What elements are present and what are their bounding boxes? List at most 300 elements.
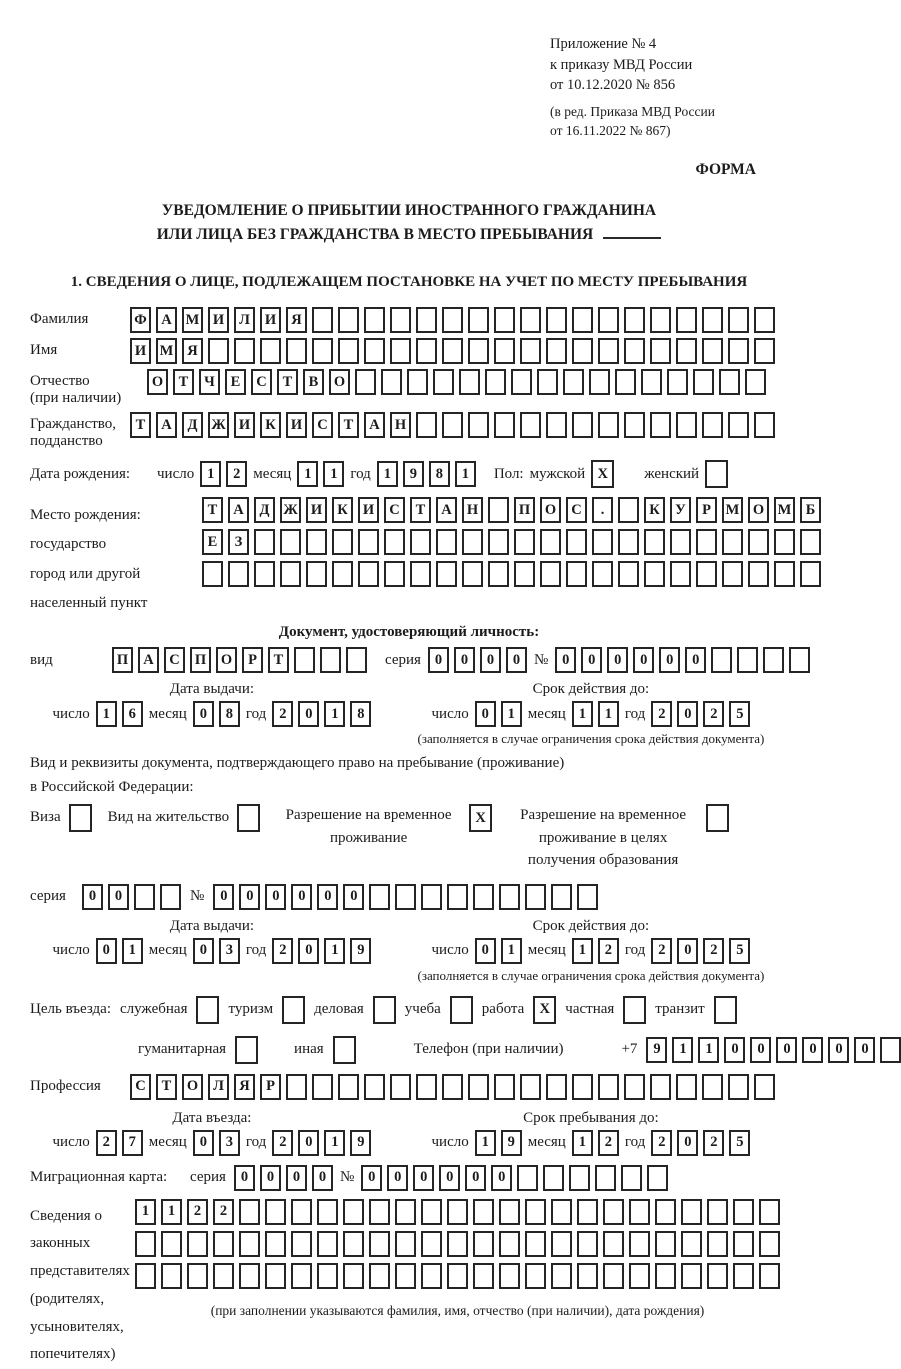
- form-cell: [410, 561, 431, 587]
- form-cell: [320, 647, 341, 673]
- form-cell: 2: [187, 1199, 208, 1225]
- field-birthdate-sex: [30, 460, 788, 488]
- form-cell: [421, 1199, 442, 1225]
- form-cell: [161, 1263, 182, 1289]
- form-cell: [355, 369, 376, 395]
- form-cell: И: [208, 307, 229, 333]
- form-cell: [650, 412, 671, 438]
- birthplace-cells-row1: [202, 497, 821, 523]
- form-cell: [566, 529, 587, 555]
- form-cell: [650, 307, 671, 333]
- form-cell: 1: [324, 1130, 345, 1156]
- profession-cells: [130, 1074, 775, 1100]
- form-cell: Д: [254, 497, 275, 523]
- permit-valid-year-cells: [651, 938, 750, 964]
- form-cell: [563, 369, 584, 395]
- form-cell: [291, 1199, 312, 1225]
- form-cell: 0: [555, 647, 576, 673]
- form-cell: X: [591, 460, 614, 488]
- purpose-tourism-checkbox: [282, 996, 305, 1024]
- form-cell: [577, 1231, 598, 1257]
- form-cell: [525, 884, 546, 910]
- permit-intro-line2: в Российской Федерации:: [30, 779, 194, 796]
- form-cell: 0: [854, 1037, 875, 1063]
- form-cell: 1: [96, 701, 117, 727]
- form-cell: Т: [173, 369, 194, 395]
- name-label: Имя: [30, 342, 58, 359]
- form-cell: [282, 996, 305, 1024]
- form-cell: [800, 529, 821, 555]
- doc-valid-month-cells: [572, 701, 619, 727]
- form-cell: З: [228, 529, 249, 555]
- form-cell: О: [182, 1074, 203, 1100]
- migcard-series-cells: [234, 1165, 333, 1191]
- form-cell: [69, 804, 92, 832]
- form-cell: [705, 460, 728, 488]
- form-cell: [254, 529, 275, 555]
- form-cell: 1: [572, 1130, 593, 1156]
- form-cell: [540, 529, 561, 555]
- form-cell: [706, 804, 729, 832]
- form-cell: 0: [454, 647, 475, 673]
- birth-month-cells: [297, 461, 344, 487]
- form-cell: Ч: [199, 369, 220, 395]
- form-cell: [774, 561, 795, 587]
- form-cell: [520, 412, 541, 438]
- form-cell: 2: [272, 1130, 293, 1156]
- doc-valid-day-cells: [475, 701, 522, 727]
- phone-prefix: +7: [621, 1041, 638, 1058]
- form-cell: [494, 307, 515, 333]
- migration-card-row: [30, 1165, 788, 1191]
- form-cell: [800, 561, 821, 587]
- annex-line: от 10.12.2020 № 856: [550, 77, 676, 94]
- form-cell: [598, 1074, 619, 1100]
- form-cell: [213, 1263, 234, 1289]
- doc-series-cells: [428, 647, 527, 673]
- residence-permit-checkbox: [237, 804, 260, 832]
- form-cell: Я: [286, 307, 307, 333]
- form-cell: У: [670, 497, 691, 523]
- form-cell: [754, 307, 775, 333]
- form-cell: 0: [480, 647, 501, 673]
- form-cell: [473, 1231, 494, 1257]
- stay-month-cells: [572, 1130, 619, 1156]
- form-cell: [603, 1199, 624, 1225]
- form-cell: [208, 338, 229, 364]
- form-cell: [774, 529, 795, 555]
- migration-card-label: Миграционная карта:: [30, 1169, 168, 1186]
- form-cell: [670, 529, 691, 555]
- form-cell: [592, 561, 613, 587]
- form-cell: С: [384, 497, 405, 523]
- form-cell: С: [312, 412, 333, 438]
- form-cell: [598, 307, 619, 333]
- form-cell: [537, 369, 558, 395]
- form-cell: 0: [607, 647, 628, 673]
- permit-issue-heading: Дата выдачи:: [169, 917, 255, 934]
- form-cell: [390, 338, 411, 364]
- form-cell: [722, 561, 743, 587]
- form-cell: 2: [598, 938, 619, 964]
- form-cell: Я: [182, 338, 203, 364]
- form-cell: 2: [226, 461, 247, 487]
- form-title: [30, 199, 788, 249]
- purpose-business-checkbox: [196, 996, 219, 1024]
- surname-label: Фамилия: [30, 311, 89, 328]
- form-cell: А: [436, 497, 457, 523]
- form-cell: 0: [677, 701, 698, 727]
- identity-doc-dates: Дата выдачи: число 1 6 месяц 0 8 год 2 0 1 8 Срок действия до: число 0 1 месяц 1 1 год 2 0 2 5 (заполняется в случае ограничения срока действия документа): [52, 681, 765, 747]
- form-cell: [748, 561, 769, 587]
- form-cell: 1: [501, 701, 522, 727]
- form-cell: [291, 1231, 312, 1257]
- form-cell: 1: [475, 1130, 496, 1156]
- doc-issue-year-cells: [272, 701, 371, 727]
- form-cell: [364, 307, 385, 333]
- form-cell: [436, 561, 457, 587]
- form-cell: [254, 561, 275, 587]
- form-cell: [629, 1263, 650, 1289]
- section1-body: [30, 307, 869, 1369]
- form-cell: [598, 412, 619, 438]
- form-cell: 0: [82, 884, 103, 910]
- form-cell: [421, 1231, 442, 1257]
- form-cell: [468, 338, 489, 364]
- doc-type-cells: [112, 647, 367, 673]
- form-cell: 9: [350, 938, 371, 964]
- form-cell: [442, 412, 463, 438]
- form-cell: 0: [193, 1130, 214, 1156]
- form-cell: 2: [213, 1199, 234, 1225]
- form-cell: [655, 1263, 676, 1289]
- form-cell: [488, 529, 509, 555]
- form-cell: [343, 1263, 364, 1289]
- migcard-number-label: №: [339, 1169, 355, 1186]
- form-cell: [390, 1074, 411, 1100]
- entry-month-cells: [193, 1130, 240, 1156]
- sex-label: Пол:: [493, 465, 524, 482]
- form-cell: 2: [272, 938, 293, 964]
- form-cell: [603, 1263, 624, 1289]
- visa-checkbox: [69, 804, 92, 832]
- form-cell: [390, 307, 411, 333]
- form-title-line2: ИЛИ ЛИЦА БЕЗ ГРАЖДАНСТВА В МЕСТО ПРЕБЫВАНИЯ: [30, 223, 788, 248]
- form-cell: [306, 561, 327, 587]
- permit-intro-line1: Вид и реквизиты документа, подтверждающего право на пребывание (проживание): [30, 755, 565, 772]
- permit-limit-note: (заполняется в случае ограничения срока действия документа): [417, 967, 765, 983]
- form-cell: [644, 561, 665, 587]
- form-cell: [338, 338, 359, 364]
- representatives-block: [30, 1199, 788, 1369]
- name-cells: [130, 338, 775, 364]
- form-cell: [160, 884, 181, 910]
- form-cell: [485, 369, 506, 395]
- form-cell: [468, 1074, 489, 1100]
- form-cell: [358, 529, 379, 555]
- form-cell: Л: [208, 1074, 229, 1100]
- form-cell: Р: [242, 647, 263, 673]
- migcard-series-label: серия: [190, 1169, 226, 1186]
- form-cell: [343, 1199, 364, 1225]
- form-cell: И: [260, 307, 281, 333]
- form-cell: [338, 1074, 359, 1100]
- form-cell: Д: [182, 412, 203, 438]
- form-cell: [650, 1074, 671, 1100]
- form-cell: 0: [96, 938, 117, 964]
- form-cell: О: [748, 497, 769, 523]
- form-cell: [733, 1263, 754, 1289]
- permit-dates: Дата выдачи: число 0 1 месяц 0 3 год 2 0 1 9 Срок действия до: число 0 1 месяц 1 2 год 2 0 2 5 (заполняется в случае ограничения срока действия документа): [52, 917, 765, 983]
- form-cell: .: [592, 497, 613, 523]
- permit-option-temporary: Разрешение на временное проживание X: [276, 804, 492, 849]
- form-cell: П: [112, 647, 133, 673]
- form-cell: 1: [672, 1037, 693, 1063]
- form-cell: 0: [776, 1037, 797, 1063]
- form-cell: [655, 1199, 676, 1225]
- form-cell: 0: [465, 1165, 486, 1191]
- representatives-cells-row2: [135, 1231, 780, 1257]
- form-cell: [763, 647, 784, 673]
- form-cell: О: [540, 497, 561, 523]
- birth-year-cells: [377, 461, 476, 487]
- form-cell: [681, 1263, 702, 1289]
- form-cell: [569, 1165, 590, 1191]
- form-cell: [598, 338, 619, 364]
- purpose-transit-checkbox: [714, 996, 737, 1024]
- form-cell: [447, 1199, 468, 1225]
- form-cell: [473, 884, 494, 910]
- form-cell: Ж: [208, 412, 229, 438]
- form-cell: 0: [439, 1165, 460, 1191]
- form-cell: 0: [361, 1165, 382, 1191]
- form-cell: [644, 529, 665, 555]
- form-cell: [615, 369, 636, 395]
- year-label: год: [350, 465, 371, 482]
- form-cell: [237, 804, 260, 832]
- representatives-cells-row1: [135, 1199, 780, 1225]
- form-cell: [358, 561, 379, 587]
- form-cell: 1: [200, 461, 221, 487]
- form-cell: Н: [462, 497, 483, 523]
- form-title-line1: УВЕДОМЛЕНИЕ О ПРИБЫТИИ ИНОСТРАННОГО ГРАЖДАНИНА: [161, 201, 657, 219]
- form-cell: 0: [312, 1165, 333, 1191]
- form-cell: [488, 497, 509, 523]
- form-cell: [447, 1231, 468, 1257]
- form-cell: К: [644, 497, 665, 523]
- form-cell: [624, 307, 645, 333]
- form-cell: 1: [572, 701, 593, 727]
- form-cell: [707, 1199, 728, 1225]
- form-cell: [312, 307, 333, 333]
- form-cell: [589, 369, 610, 395]
- form-cell: Л: [234, 307, 255, 333]
- validity-limit-note: (заполняется в случае ограничения срока действия документа): [417, 731, 765, 747]
- form-cell: 1: [324, 701, 345, 727]
- form-cell: [696, 529, 717, 555]
- form-cell: [312, 1074, 333, 1100]
- form-cell: [213, 1231, 234, 1257]
- form-cell: А: [156, 412, 177, 438]
- form-cell: [364, 1074, 385, 1100]
- form-cell: [629, 1231, 650, 1257]
- form-cell: [332, 529, 353, 555]
- day-label: число: [157, 465, 195, 482]
- purpose-commercial-checkbox: [373, 996, 396, 1024]
- form-cell: [681, 1199, 702, 1225]
- issue-date-heading: Дата выдачи:: [169, 681, 255, 698]
- form-cell: 2: [703, 938, 724, 964]
- purpose-work-checkbox: [533, 996, 556, 1024]
- form-cell: [384, 529, 405, 555]
- purpose-other-checkbox: [333, 1036, 356, 1064]
- entry-purpose-row1: Цель въезда: служебная туризм деловая учеба работа X частная транзит: [30, 996, 788, 1024]
- citizenship-label: Гражданство, подданство: [30, 416, 117, 450]
- form-cell: [265, 1231, 286, 1257]
- form-cell: [421, 884, 442, 910]
- form-cell: 0: [677, 938, 698, 964]
- permit-valid-day-cells: [475, 938, 522, 964]
- form-cell: 5: [729, 1130, 750, 1156]
- form-cell: А: [364, 412, 385, 438]
- form-cell: 0: [265, 884, 286, 910]
- form-cell: 0: [239, 884, 260, 910]
- form-cell: 0: [581, 647, 602, 673]
- form-cell: 0: [475, 701, 496, 727]
- form-cell: [577, 1263, 598, 1289]
- form-cell: X: [469, 804, 492, 832]
- form-cell: Е: [202, 529, 223, 555]
- sex-female-checkbox: [705, 460, 728, 488]
- form-cell: [511, 369, 532, 395]
- form-cell: X: [533, 996, 556, 1024]
- form-cell: [754, 1074, 775, 1100]
- entry-day-cells: [96, 1130, 143, 1156]
- form-cell: [655, 1231, 676, 1257]
- permit-issue-year-cells: [272, 938, 371, 964]
- doc-issue-month-cells: [193, 701, 240, 727]
- representatives-note: (при заполнении указываются фамилия, имя, отчество (при наличии), дата рождения): [210, 1302, 705, 1318]
- form-cell: 3: [219, 938, 240, 964]
- form-cell: [525, 1231, 546, 1257]
- form-cell: 2: [651, 701, 672, 727]
- form-cell: О: [329, 369, 350, 395]
- form-cell: [728, 307, 749, 333]
- form-cell: [618, 561, 639, 587]
- form-cell: [499, 1199, 520, 1225]
- doc-series-label: серия: [385, 651, 421, 668]
- form-cell: 1: [598, 701, 619, 727]
- form-cell: [572, 1074, 593, 1100]
- form-cell: 1: [323, 461, 344, 487]
- form-cell: [410, 529, 431, 555]
- form-cell: [442, 338, 463, 364]
- form-cell: 0: [234, 1165, 255, 1191]
- form-cell: [546, 338, 567, 364]
- form-cell: П: [190, 647, 211, 673]
- form-cell: [759, 1199, 780, 1225]
- month-label: месяц: [253, 465, 292, 482]
- form-cell: [369, 1199, 390, 1225]
- form-cell: [551, 1199, 572, 1225]
- form-cell: 0: [260, 1165, 281, 1191]
- birthdate-label: Дата рождения:: [30, 465, 131, 482]
- form-cell: [667, 369, 688, 395]
- form-cell: [494, 338, 515, 364]
- form-cell: [754, 412, 775, 438]
- form-cell: [499, 1263, 520, 1289]
- form-cell: [707, 1231, 728, 1257]
- form-cell: 5: [729, 701, 750, 727]
- form-cell: [676, 412, 697, 438]
- patronymic-label: Отчество (при наличии): [30, 373, 122, 407]
- form-cell: 0: [108, 884, 129, 910]
- form-cell: [719, 369, 740, 395]
- sex-male-label: мужской: [529, 465, 586, 482]
- form-cell: [369, 1263, 390, 1289]
- form-cell: [228, 561, 249, 587]
- form-cell: [364, 338, 385, 364]
- phone-cells: [646, 1037, 901, 1063]
- form-cell: [745, 369, 766, 395]
- valid-until-heading: Срок действия до:: [532, 681, 650, 698]
- form-cell: [572, 338, 593, 364]
- form-cell: [187, 1263, 208, 1289]
- form-cell: 1: [122, 938, 143, 964]
- form-cell: [447, 1263, 468, 1289]
- form-cell: [702, 307, 723, 333]
- form-cell: [595, 1165, 616, 1191]
- doc-issue-day-cells: [96, 701, 143, 727]
- form-cell: 0: [193, 701, 214, 727]
- birthplace-label: Место рождения: государство город или другой населенный пункт: [30, 507, 148, 611]
- form-cell: С: [251, 369, 272, 395]
- form-cell: [711, 647, 732, 673]
- form-cell: [546, 412, 567, 438]
- form-cell: И: [130, 338, 151, 364]
- form-cell: 0: [298, 938, 319, 964]
- permit-valid-month-cells: [572, 938, 619, 964]
- stay-until-heading: Срок пребывания до:: [523, 1109, 659, 1126]
- form-cell: Т: [268, 647, 289, 673]
- temporary-residence-checkbox: [469, 804, 492, 832]
- form-cell: И: [306, 497, 327, 523]
- form-cell: [407, 369, 428, 395]
- form-cell: 8: [350, 701, 371, 727]
- form-cell: [546, 1074, 567, 1100]
- form-cell: [291, 1263, 312, 1289]
- form-cell: [702, 412, 723, 438]
- stay-year-cells: [651, 1130, 750, 1156]
- form-cell: 2: [598, 1130, 619, 1156]
- form-cell: [280, 529, 301, 555]
- form-cell: [346, 647, 367, 673]
- field-birthplace: [30, 497, 816, 618]
- form-cell: Т: [130, 412, 151, 438]
- form-cell: [134, 884, 155, 910]
- form-cell: Я: [234, 1074, 255, 1100]
- form-cell: [759, 1231, 780, 1257]
- doc-valid-year-cells: [651, 701, 750, 727]
- permit-series-label: серия: [30, 888, 66, 905]
- title-underline: [603, 237, 661, 239]
- form-cell: 3: [219, 1130, 240, 1156]
- surname-cells: [130, 307, 775, 333]
- form-cell: [416, 1074, 437, 1100]
- permit-option-residence: Вид на жительство: [108, 804, 260, 832]
- form-cell: 1: [455, 461, 476, 487]
- form-cell: [260, 338, 281, 364]
